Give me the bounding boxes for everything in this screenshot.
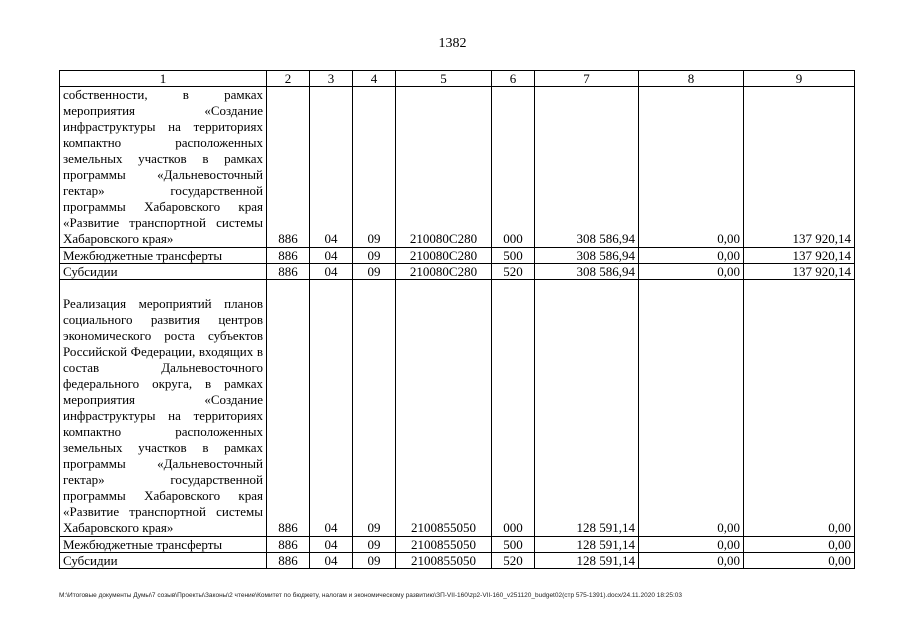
row-subsection-code: 09: [353, 264, 396, 280]
table-row: [60, 264, 855, 280]
row-section-code: 04: [310, 537, 353, 553]
row-target-code: 210080С280: [396, 264, 492, 280]
row-type-code: 000: [492, 280, 535, 537]
row-type-code: 500: [492, 537, 535, 553]
header-col-7: 7: [535, 71, 639, 87]
header-col-6: 6: [492, 71, 535, 87]
row-target-code: 210080С280: [396, 248, 492, 264]
row-amount-col9: 137 920,14: [744, 264, 855, 280]
row-target-code: 210080С280: [396, 87, 492, 248]
row-amount-col7: 128 591,14: [535, 280, 639, 537]
header-row: [60, 71, 855, 87]
row-amount-col7: 128 591,14: [535, 537, 639, 553]
row-amount-col7: 308 586,94: [535, 248, 639, 264]
row-ministry-code: 886: [267, 280, 310, 537]
row-amount-col7: 308 586,94: [535, 264, 639, 280]
table-row: [60, 537, 855, 553]
row-type-code: 520: [492, 553, 535, 569]
row-amount-col7: 128 591,14: [535, 553, 639, 569]
row-amount-col8: 0,00: [639, 280, 744, 537]
row-ministry-code: 886: [267, 553, 310, 569]
row-ministry-code: 886: [267, 87, 310, 248]
table-row: [60, 553, 855, 569]
row-amount-col8: 0,00: [639, 553, 744, 569]
row-ministry-code: 886: [267, 248, 310, 264]
header-col-5: 5: [396, 71, 492, 87]
table-row: [60, 280, 855, 537]
row-name: Субсидии: [60, 264, 267, 280]
row-name: Межбюджетные трансферты: [60, 537, 267, 553]
row-target-code: 2100855050: [396, 537, 492, 553]
header-col-9: 9: [744, 71, 855, 87]
row-amount-col8: 0,00: [639, 87, 744, 248]
row-subsection-code: 09: [353, 537, 396, 553]
row-section-code: 04: [310, 87, 353, 248]
row-subsection-code: 09: [353, 280, 396, 537]
row-type-code: 500: [492, 248, 535, 264]
header-col-1: 1: [60, 71, 267, 87]
row-subsection-code: 09: [353, 248, 396, 264]
row-section-code: 04: [310, 264, 353, 280]
row-amount-col8: 0,00: [639, 537, 744, 553]
row-subsection-code: 09: [353, 553, 396, 569]
row-name: Межбюджетные трансферты: [60, 248, 267, 264]
row-ministry-code: 886: [267, 264, 310, 280]
row-name: Реализация мероприятий планов социального развития центров экономического роста субъектов Российской Федерации, входящих в состав Дальневосточного федерального округа, в рамках мероприятия «Создание инфраструктуры на территориях компактно расположенных земельных участков в рамках программы «Дальневосточный гектар» государственной программы Хабаровского края «Развитие транспортной системы Хабаровского края»: [60, 280, 267, 537]
row-name: собственности, в рамках мероприятия «Создание инфраструктуры на территориях компактно расположенных земельных участков в рамках программы «Дальневосточный гектар» государственной программы Хабаровского края «Развитие транспортной системы Хабаровского края»: [60, 87, 267, 248]
row-target-code: 2100855050: [396, 553, 492, 569]
row-ministry-code: 886: [267, 537, 310, 553]
row-section-code: 04: [310, 553, 353, 569]
header-col-4: 4: [353, 71, 396, 87]
table-row: [60, 87, 855, 248]
row-section-code: 04: [310, 280, 353, 537]
table-row: [60, 248, 855, 264]
header-col-8: 8: [639, 71, 744, 87]
document-file-path: M:\Итоговые документы Думы\7 созыв\Проекты\Законы\2 чтение\Комитет по бюджету, налогам и экономическому развитию\ЗП-VII-160\zp2-VII-160_v251120_budget02(стр 575-1391).docx/24.11.2020 18:25:03: [59, 592, 683, 599]
row-amount-col9: 0,00: [744, 537, 855, 553]
row-amount-col9: 0,00: [744, 553, 855, 569]
row-amount-col9: 137 920,14: [744, 248, 855, 264]
row-section-code: 04: [310, 248, 353, 264]
header-col-2: 2: [267, 71, 310, 87]
row-type-code: 520: [492, 264, 535, 280]
row-name: Субсидии: [60, 553, 267, 569]
page-number: 1382: [438, 36, 467, 51]
row-amount-col9: 137 920,14: [744, 87, 855, 248]
row-amount-col8: 0,00: [639, 264, 744, 280]
row-amount-col8: 0,00: [639, 248, 744, 264]
row-type-code: 000: [492, 87, 535, 248]
header-col-3: 3: [310, 71, 353, 87]
row-subsection-code: 09: [353, 87, 396, 248]
row-amount-col9: 0,00: [744, 280, 855, 537]
budget-table: [59, 70, 855, 569]
row-amount-col7: 308 586,94: [535, 87, 639, 248]
row-target-code: 2100855050: [396, 280, 492, 537]
